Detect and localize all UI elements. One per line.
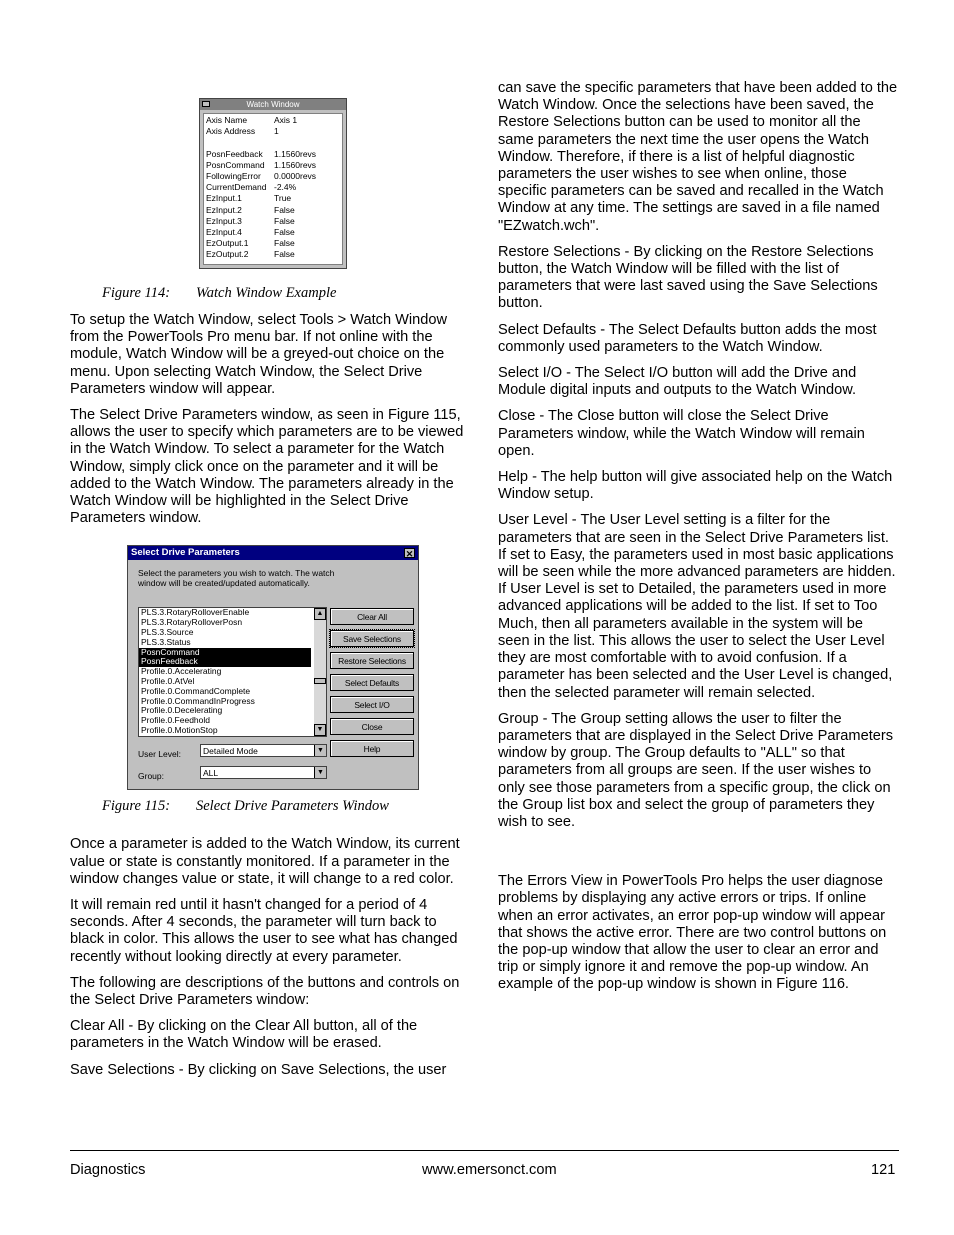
user-level-select[interactable] — [200, 744, 327, 757]
param-value: 1.1560revs — [274, 148, 317, 159]
paragraph: To setup the Watch Window, select Tools > Watch Window from the PowerTools Pro menu bar. If not online with the module, Watch Window will be a greyed-out choice on the menu. Upon selecting Watch Window, the Select Drive Parameters window will appear. — [70, 312, 448, 397]
watch-row — [206, 193, 340, 204]
paragraph: Once a parameter is added to the Watch Window, its current value or state is constantly monitored. If a parameter in the window changes value or state, it will change to a red color. — [70, 836, 460, 887]
paragraph: The Errors View in PowerTools Pro helps the user diagnose problems by displaying any active errors or trips. If online when an error activates, an error pop-up window will appear that shows the active error. There are two control buttons on the pop-up window that allow the user to clear an error and trip or simply ignore it and remove the pop-up window. An example of the pop-up window is shown in Figure 116. — [498, 873, 887, 993]
group-select[interactable] — [200, 766, 327, 779]
parameter-item[interactable]: Profile.0.MotionStop — [141, 726, 218, 735]
param-value: Axis 1 — [274, 115, 298, 125]
param-value: 1.1560revs — [274, 159, 317, 170]
paragraph: Restore Selections - By clicking on the Restore Selections button, the Watch Window will be filled with the list of parameters that were last saved using the Save Selections button. — [498, 243, 878, 312]
param-value: -2.4% — [274, 182, 297, 193]
parameter-item[interactable]: PosnFeedback — [139, 657, 311, 667]
page-number: 121 — [871, 1162, 896, 1178]
footer-divider — [70, 1150, 899, 1151]
param-value: False — [274, 215, 295, 226]
param-value: False — [274, 204, 295, 215]
parameter-item[interactable]: PosnCommand — [139, 648, 311, 658]
restore-selections-button[interactable]: Restore Selections — [330, 652, 414, 669]
paragraph: Select I/O - The Select I/O button will add the Drive and Module digital inputs and outputs to the Watch Window. — [498, 365, 857, 399]
scroll-thumb[interactable] — [314, 678, 326, 684]
user-level-label: User Level: — [138, 749, 181, 760]
param-value: False — [274, 226, 295, 237]
figure-114-caption — [102, 285, 336, 302]
watch-row — [206, 205, 340, 216]
chevron-down-icon[interactable]: ▼ — [314, 745, 326, 756]
watch-window-titlebar — [200, 99, 346, 110]
param-name — [206, 137, 274, 148]
watch-row — [206, 249, 340, 260]
footer-section: Diagnostics — [70, 1162, 146, 1178]
select-i-o-button[interactable]: Select I/O — [330, 696, 414, 713]
parameter-item[interactable]: PLS.3.Status — [141, 637, 191, 647]
parameter-item[interactable]: Profile.0.Accelerating — [141, 667, 222, 677]
paragraph: It will remain red until it hasn't changed for a period of 4 seconds. After 4 seconds, the parameter will turn back to black in color. This allows the user to see what has changed recently without looking directly at every parameter. — [70, 897, 458, 965]
param-name: EzOutput.1 — [206, 238, 249, 249]
close-icon[interactable]: ✕ — [405, 549, 414, 560]
param-value: True — [274, 193, 292, 204]
select-defaults-button[interactable]: Select Defaults — [330, 674, 414, 691]
select-drive-parameters-figure — [127, 545, 419, 790]
watch-row — [206, 149, 340, 160]
paragraph: The following are descriptions of the buttons and controls on the Select Drive Parameters window: — [70, 974, 460, 1009]
param-name: CurrentDemand — [206, 182, 267, 193]
param-name: EzInput.1 — [206, 193, 242, 204]
param-name: EzInput.4 — [206, 226, 242, 237]
paragraph: Help - The help button will give associated help on the Watch Window setup. — [498, 469, 893, 503]
save-selections-button[interactable]: Save Selections — [330, 630, 414, 647]
dialog-instruction: Select the parameters you wish to watch. The watch window will be created/updated automatically. — [138, 568, 335, 589]
chevron-down-icon[interactable]: ▼ — [314, 767, 326, 778]
left-column-bottom — [70, 836, 470, 1078]
watch-window-title: Watch Window — [246, 100, 300, 109]
watch-row — [206, 238, 340, 249]
parameter-item[interactable]: PLS.3.RotaryRolloverEnable — [141, 608, 250, 618]
figure-115 — [70, 536, 470, 818]
group-label: Group: — [138, 771, 164, 782]
watch-row — [206, 137, 340, 148]
figure-title: Select Drive Parameters Window — [196, 798, 389, 815]
watch-window-list — [203, 113, 343, 265]
watch-row — [206, 115, 340, 126]
param-name: PosnFeedback — [206, 148, 263, 159]
scroll-down-icon[interactable]: ▼ — [314, 724, 326, 736]
watch-row — [206, 171, 340, 182]
dialog-title: Select Drive Parameters — [131, 547, 240, 559]
dialog-titlebar — [128, 546, 418, 560]
param-name: Axis Name — [206, 115, 248, 125]
paragraph: Close - The Close button will close the Select Drive Parameters window, while the Watch Window will remain open. — [498, 408, 865, 459]
param-value: 1 — [274, 126, 279, 137]
group-value: ALL — [203, 768, 219, 779]
figure-title: Watch Window Example — [196, 285, 337, 301]
right-column-bottom — [498, 873, 898, 993]
paragraph: Save Selections - By clicking on Save Selections, the user — [70, 1061, 447, 1078]
parameter-item[interactable]: Profile.0.CommandComplete — [141, 686, 251, 696]
paragraph: The Select Drive Parameters window, as seen in Figure 115, allows the user to specify which parameters are to be viewed in the Watch Window. To select a parameter for the Watch Window, simply click once on the parameter and it will be added to the Watch Window. The parameters already in the Watch Window will be highlighted in the Select Drive Parameters window. — [70, 407, 464, 527]
paragraph: can save the specific parameters that have been added to the Watch Window. Once the selections have been saved, the Restore Selections button can be used to monitor all the same parameters the next time the user opens the Watch Window. Therefore, if there is a list of helpful diagnostic parameters the user wishes to see when online, those specific parameters can be saved and recalled in the Watch Window at any time. The settings are saved in a file named "EZwatch.wch". — [498, 80, 898, 234]
scrollbar[interactable] — [314, 608, 326, 736]
parameter-item[interactable]: PLS.3.RotaryRolloverPosn — [141, 618, 243, 628]
figure-115-caption — [102, 798, 389, 815]
paragraph: Group - The Group setting allows the user to filter the parameters that are displayed in the Select Drive Parameters window by group. The Group defaults to "ALL" so that parameters from all groups are seen. If the user wishes to only see those parameters from a specific group, the click on the Group list box and select the group of parameters they wish to see. — [498, 710, 894, 830]
left-column-top — [70, 312, 470, 527]
param-value: False — [274, 238, 295, 249]
scroll-up-icon[interactable]: ▲ — [314, 608, 326, 620]
param-name: EzInput.2 — [206, 204, 242, 215]
watch-row — [206, 182, 340, 193]
watch-row — [206, 160, 340, 171]
param-name: FollowingError — [206, 170, 261, 181]
parameter-list[interactable] — [138, 607, 327, 737]
clear-all-button[interactable]: Clear All — [330, 608, 414, 625]
param-name: Axis Address — [206, 126, 256, 137]
watch-row — [206, 126, 340, 137]
param-value: False — [274, 249, 295, 260]
footer-url: www.emersonct.com — [422, 1162, 557, 1178]
figure-number: Figure 114: — [102, 285, 171, 301]
parameter-item[interactable]: PLS.3.Source — [141, 628, 194, 638]
right-column-top — [498, 80, 898, 831]
help-button[interactable]: Help — [330, 740, 414, 757]
user-level-value: Detailed Mode — [203, 746, 258, 757]
watch-window-figure — [199, 98, 347, 269]
paragraph: User Level - The User Level setting is a filter for the parameters that are seen in the Select Drive Parameters list. If set to Easy, the parameters used in most basic applications will be seen while the more advanced parameters are hidden. If User Level is set to Detailed, the parameters used in more advanced applications will be added to the list. If set to Too Much, then all parameters available in the system will be seen in the list. This allows the user to select the User Level they are most comfortable with to avoid confusion. If a parameter has been selected and the User Level is changed, then the selected parameter will remain selected. — [498, 512, 896, 701]
watch-row — [206, 227, 340, 238]
parameter-item[interactable]: Profile.0.CommandInProgress — [141, 696, 255, 706]
parameter-item[interactable]: Profile.0.AtVel — [141, 677, 195, 687]
left-column — [70, 312, 470, 1088]
system-menu-icon — [202, 101, 210, 107]
right-column — [498, 80, 898, 1003]
parameter-item[interactable]: Profile.0.Decelerating — [141, 706, 223, 716]
watch-row — [206, 216, 340, 227]
parameter-item[interactable]: Profile.0.Feedhold — [141, 716, 210, 726]
close-button[interactable]: Close — [330, 718, 414, 735]
param-name: PosnCommand — [206, 159, 265, 170]
paragraph: Clear All - By clicking on the Clear All button, all of the parameters in the Watch Window will be erased. — [70, 1018, 418, 1052]
paragraph: Select Defaults - The Select Defaults button adds the most commonly used parameters to the Watch Window. — [498, 321, 877, 355]
param-name: EzInput.3 — [206, 215, 242, 226]
param-name: EzOutput.2 — [206, 249, 249, 260]
figure-number: Figure 115: — [102, 798, 171, 815]
param-value: 0.0000revs — [274, 170, 317, 181]
